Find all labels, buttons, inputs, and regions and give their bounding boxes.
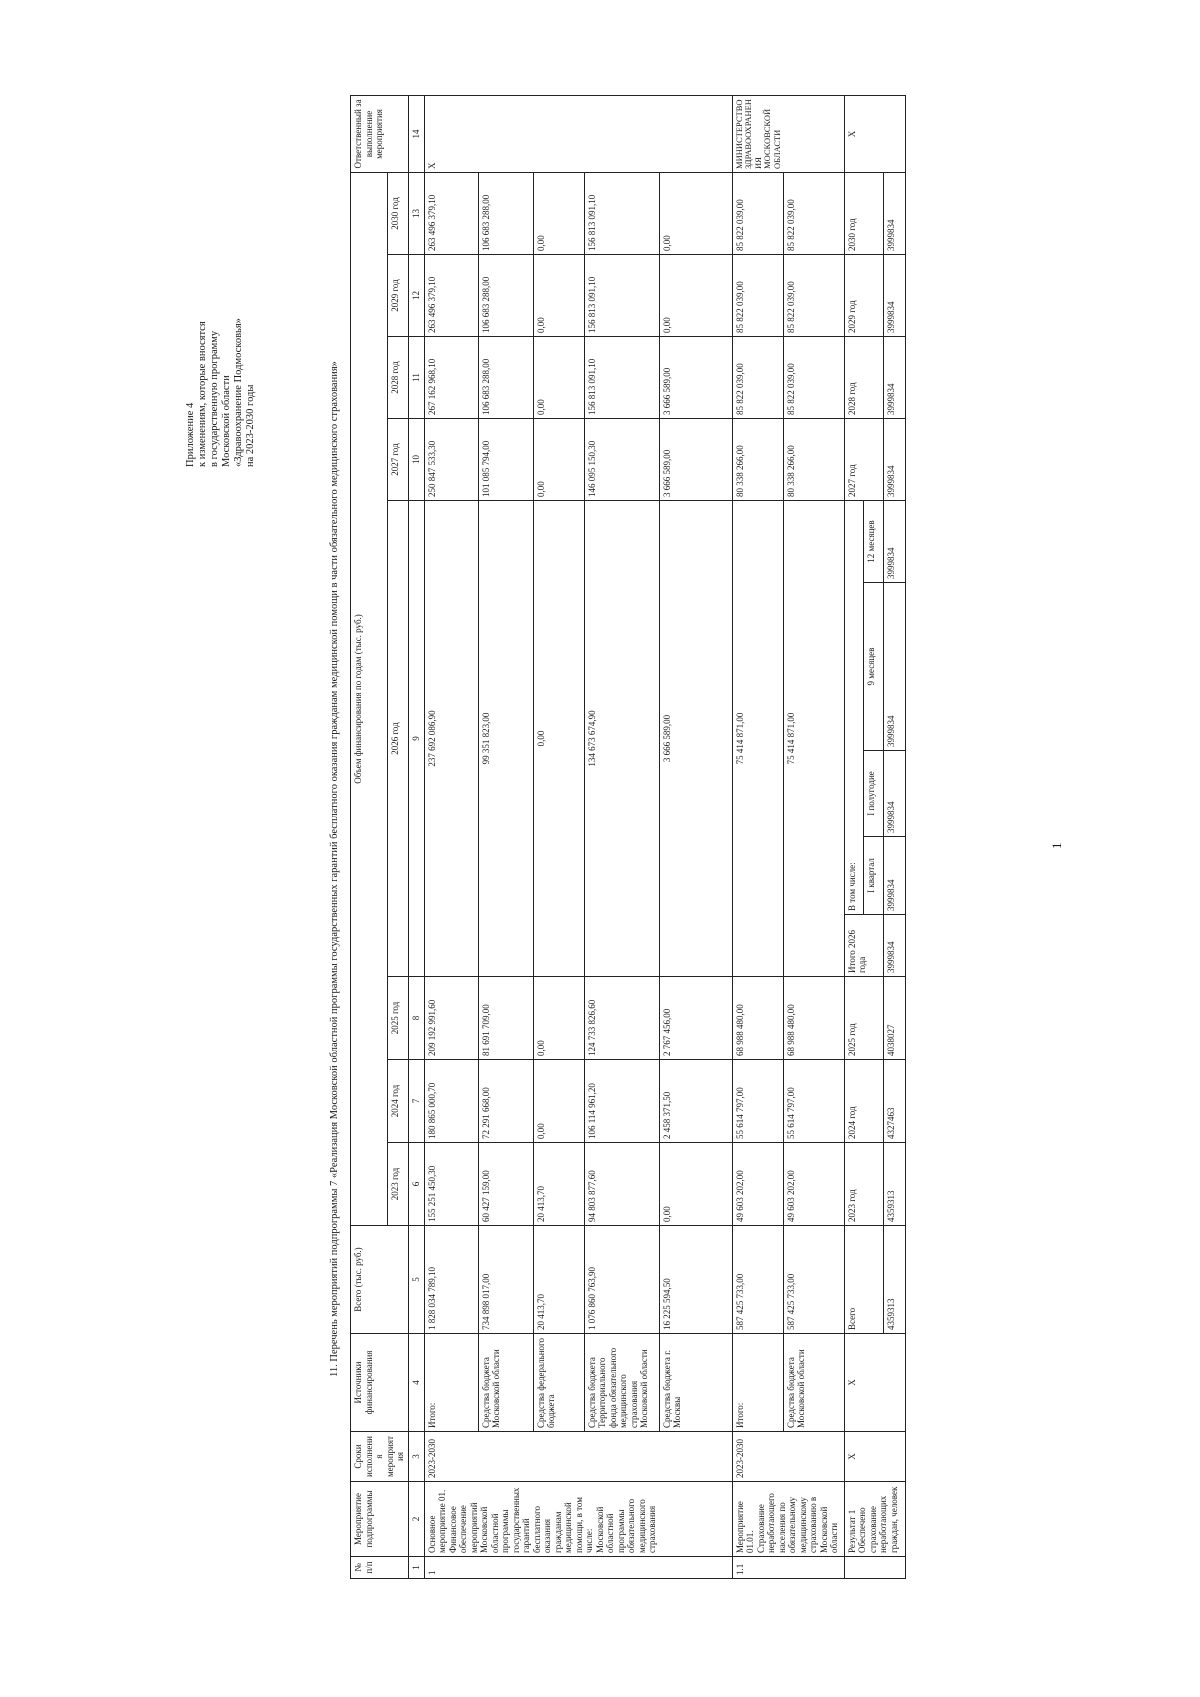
- result-q1-label: I квартал: [863, 837, 883, 915]
- result-2030-value: 3999834: [883, 172, 905, 254]
- result-2023-value: 4359313: [883, 1143, 905, 1226]
- row-y2028: 267 162 968,10: [424, 337, 478, 419]
- row-y2026: 75 414 871,00: [783, 501, 844, 977]
- row-total: 1 828 034 789,10: [424, 1226, 478, 1334]
- row-y2028: 156 813 091,10: [584, 337, 659, 419]
- result-2030-label: 2030 год: [844, 172, 883, 254]
- row-y2028: 85 822 039,00: [783, 337, 844, 419]
- result-total-value: 4359313: [883, 1226, 905, 1334]
- appendix-line: в государственную программу: [209, 330, 220, 467]
- result-2029-value: 3999834: [883, 255, 905, 337]
- row-y2025: 0,00: [533, 977, 584, 1060]
- row-source: Средства федерального бюджета: [533, 1334, 584, 1432]
- result-2029-label: 2029 год: [844, 255, 883, 337]
- row-source: Итого:: [424, 1334, 478, 1432]
- row-y2029: 85 822 039,00: [783, 255, 844, 337]
- row-y2029: 106 683 288,00: [478, 255, 533, 337]
- row-y2029: 0,00: [659, 255, 732, 337]
- header-year: 2026 год: [388, 501, 408, 977]
- row-num: [844, 1557, 905, 1579]
- result-q1-value: 3999834: [883, 837, 905, 915]
- header-terms: Сроки исполнения мероприятия: [351, 1432, 409, 1482]
- result-m9-value: 3999834: [883, 583, 905, 751]
- column-index: 14: [408, 95, 424, 172]
- row-source: Х: [844, 1334, 905, 1432]
- column-index: 7: [408, 1060, 424, 1143]
- row-total: 20 413,70: [533, 1226, 584, 1334]
- table-row: [844, 95, 863, 1578]
- row-y2030: 0,00: [533, 172, 584, 254]
- header-event: Мероприятие подпрограммы: [351, 1482, 409, 1557]
- result-m12-label: 12 месяцев: [863, 501, 883, 583]
- row-responsible: МИНИСТЕРСТВО ЗДРАВООХРАНЕНИЯ МОСКОВСКОЙ ОБЛАСТИ: [732, 95, 844, 172]
- header-responsible: Ответственный за выполнение мероприятия: [351, 95, 409, 172]
- row-y2030: 106 683 288,00: [478, 172, 533, 254]
- row-terms: Х: [844, 1432, 905, 1482]
- row-y2027: 0,00: [533, 419, 584, 501]
- header-total: Всего (тыс. руб.): [351, 1226, 409, 1334]
- row-y2030: 156 813 091,10: [584, 172, 659, 254]
- row-y2024: 2 458 371,50: [659, 1060, 732, 1143]
- row-y2028: 3 666 589,00: [659, 337, 732, 419]
- row-y2023: 49 603 202,00: [783, 1143, 844, 1226]
- row-y2026: 3 666 589,00: [659, 501, 732, 977]
- row-y2029: 85 822 039,00: [732, 255, 783, 337]
- row-y2023: 155 251 450,30: [424, 1143, 478, 1226]
- table-row: [533, 95, 584, 1578]
- row-y2025: 68 988 480,00: [732, 977, 783, 1060]
- result-2025-label: 2025 год: [844, 977, 883, 1060]
- row-y2024: 0,00: [533, 1060, 584, 1143]
- table-row: [783, 95, 844, 1578]
- appendix-line: к изменениям, которые вносятся: [197, 321, 208, 467]
- table-row: [424, 95, 478, 1578]
- row-num: 1.1: [732, 1557, 844, 1579]
- row-y2026: 75 414 871,00: [732, 501, 783, 977]
- table-row: [478, 95, 533, 1578]
- result-including-label: В том числе:: [844, 501, 863, 915]
- column-index-row: [408, 95, 424, 1578]
- result-total-label: Всего: [844, 1226, 883, 1334]
- row-y2024: 55 614 797,00: [732, 1060, 783, 1143]
- result-2027-label: 2027 год: [844, 419, 883, 501]
- row-y2027: 80 338 266,00: [732, 419, 783, 501]
- result-2027-value: 3999834: [883, 419, 905, 501]
- row-y2028: 0,00: [533, 337, 584, 419]
- row-y2027: 146 095 150,30: [584, 419, 659, 501]
- row-y2025: 124 733 826,60: [584, 977, 659, 1060]
- row-y2023: 94 803 877,60: [584, 1143, 659, 1226]
- row-y2027: 80 338 266,00: [783, 419, 844, 501]
- result-2028-label: 2028 год: [844, 337, 883, 419]
- row-num: 1: [424, 1557, 732, 1579]
- row-source: Средства бюджета Московской области: [478, 1334, 533, 1432]
- column-index: 4: [408, 1334, 424, 1432]
- row-y2025: 81 691 709,00: [478, 977, 533, 1060]
- result-total2026-label: Итого 2026 года: [844, 915, 883, 977]
- row-event: Основное мероприятие 01. Финансовое обеспечение мероприятий Московской областной программы государственных гарантий бесплатного оказания гражданам медицинской помощи, в том числе: Московской областной программы обязательного медицинского страхования: [424, 1482, 732, 1557]
- header-sources: Источники финансирования: [351, 1334, 409, 1432]
- result-m12-value: 3999834: [883, 501, 905, 583]
- row-y2025: 2 767 456,00: [659, 977, 732, 1060]
- row-total: 587 425 733,00: [732, 1226, 783, 1334]
- row-y2026: 237 692 086,90: [424, 501, 478, 977]
- column-index: 6: [408, 1143, 424, 1226]
- row-y2023: 0,00: [659, 1143, 732, 1226]
- column-index: 11: [408, 337, 424, 419]
- row-y2024: 55 614 797,00: [783, 1060, 844, 1143]
- row-y2023: 20 413,70: [533, 1143, 584, 1226]
- row-source: Средства бюджета г. Москвы: [659, 1334, 732, 1432]
- column-index: 10: [408, 419, 424, 501]
- row-y2027: 3 666 589,00: [659, 419, 732, 501]
- row-y2030: 263 496 379,10: [424, 172, 478, 254]
- table-row: [584, 95, 659, 1578]
- result-total2026-value: 3999834: [883, 915, 905, 977]
- column-index: 2: [408, 1482, 424, 1557]
- row-y2029: 263 496 379,10: [424, 255, 478, 337]
- result-h1-label: I полугодие: [863, 751, 883, 837]
- header-year: 2028 год: [388, 337, 408, 419]
- row-y2030: 0,00: [659, 172, 732, 254]
- row-y2029: 156 813 091,10: [584, 255, 659, 337]
- row-y2030: 85 822 039,00: [732, 172, 783, 254]
- row-y2026: 99 351 823,00: [478, 501, 533, 977]
- result-2028-value: 3999834: [883, 337, 905, 419]
- row-y2025: 209 192 991,60: [424, 977, 478, 1060]
- row-y2025: 68 988 480,00: [783, 977, 844, 1060]
- row-y2023: 60 427 159,00: [478, 1143, 533, 1226]
- document-title: 11. Перечень мероприятий подпрограммы 7 «Реализация Московской областной программы государственных гарантий бесплатного оказания гражданам медицинской помощи в части обязательного медицинского страхования»: [329, 361, 340, 1377]
- appendix-line: Московской области: [221, 375, 232, 467]
- row-y2024: 180 865 000,70: [424, 1060, 478, 1143]
- row-responsible: Х: [844, 95, 905, 172]
- row-y2027: 250 847 533,30: [424, 419, 478, 501]
- row-source: Средства бюджета Территориального фонда обязательного медицинского страхования Московской области: [584, 1334, 659, 1432]
- column-index: 3: [408, 1432, 424, 1482]
- appendix-line: «Здравоохранение Подмосковья»: [233, 318, 244, 467]
- column-index: 5: [408, 1226, 424, 1334]
- row-y2030: 85 822 039,00: [783, 172, 844, 254]
- header-year: 2030 год: [388, 172, 408, 254]
- table-row: [659, 95, 732, 1578]
- result-m9-label: 9 месяцев: [863, 583, 883, 751]
- table-row: [732, 95, 783, 1578]
- row-terms: 2023-2030: [424, 1432, 732, 1482]
- result-h1-value: 3999834: [883, 751, 905, 837]
- page-number: 1: [1049, 842, 1064, 849]
- header-year: 2024 год: [388, 1060, 408, 1143]
- header-year: 2029 год: [388, 255, 408, 337]
- row-y2024: 72 291 668,00: [478, 1060, 533, 1143]
- row-event: Результат 1 Обеспечено страхование неработающих граждан, человек: [844, 1482, 905, 1557]
- header-row: [351, 95, 388, 1578]
- header-num: № п/п: [351, 1557, 409, 1579]
- header-year: 2027 год: [388, 419, 408, 501]
- result-2024-value: 4327463: [883, 1060, 905, 1143]
- row-total: 587 425 733,00: [783, 1226, 844, 1334]
- row-y2024: 106 114 961,20: [584, 1060, 659, 1143]
- row-y2026: 0,00: [533, 501, 584, 977]
- row-total: 1 076 860 763,90: [584, 1226, 659, 1334]
- column-index: 13: [408, 172, 424, 254]
- row-y2023: 49 603 202,00: [732, 1143, 783, 1226]
- column-index: 9: [408, 501, 424, 977]
- row-y2027: 101 085 794,00: [478, 419, 533, 501]
- result-2025-value: 4038027: [883, 977, 905, 1060]
- row-total: 16 225 594,50: [659, 1226, 732, 1334]
- row-y2029: 0,00: [533, 255, 584, 337]
- row-y2028: 85 822 039,00: [732, 337, 783, 419]
- appendix-line: Приложение 4: [185, 402, 196, 467]
- header-year: 2025 год: [388, 977, 408, 1060]
- row-source: Итого:: [732, 1334, 783, 1432]
- appendix-line: на 2023-2030 годы: [245, 384, 256, 467]
- appendix-note: [185, 318, 257, 467]
- row-source: Средства бюджета Московской области: [783, 1334, 844, 1432]
- result-2023-label: 2023 год: [844, 1143, 883, 1226]
- row-event: Мероприятие 01.01. Страхование неработающего населения по обязательному медицинскому страхованию в Московской области: [732, 1482, 844, 1557]
- row-y2028: 106 683 288,00: [478, 337, 533, 419]
- row-terms: 2023-2030: [732, 1432, 844, 1482]
- column-index: 8: [408, 977, 424, 1060]
- financing-table: [350, 95, 906, 1579]
- result-2024-label: 2024 год: [844, 1060, 883, 1143]
- row-responsible: Х: [424, 95, 732, 172]
- column-index: 12: [408, 255, 424, 337]
- column-index: 1: [408, 1557, 424, 1579]
- header-volume: Объем финансирования по годам (тыс. руб.): [351, 172, 388, 1225]
- header-year: 2023 год: [388, 1143, 408, 1226]
- row-y2026: 134 673 674,90: [584, 501, 659, 977]
- row-total: 734 898 017,00: [478, 1226, 533, 1334]
